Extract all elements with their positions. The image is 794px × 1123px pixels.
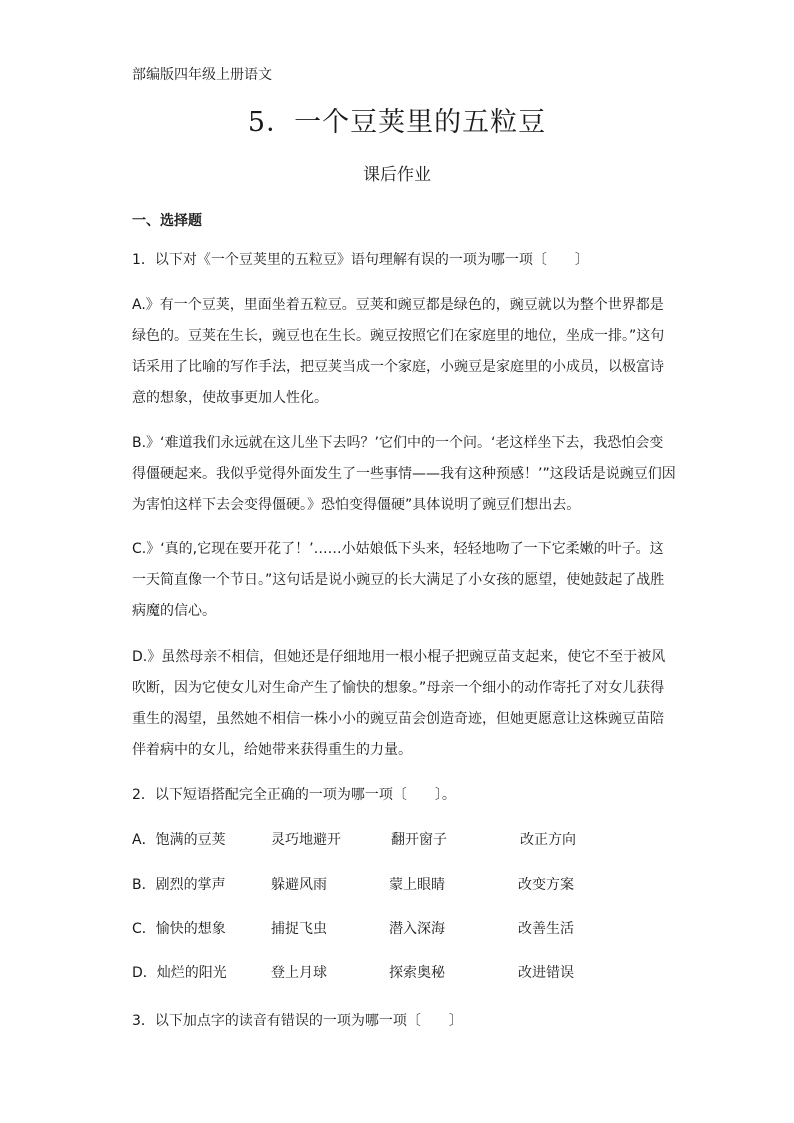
phrase-cell: 潜入深海 xyxy=(389,921,445,937)
phrase-cell: B．剧烈的掌声 xyxy=(132,877,226,893)
question-1-stem: 1．以下对《一个豆荚里的五粒豆》语句理解有误的一项为哪一项〔 〕 xyxy=(132,252,589,268)
phrase-cell: 改进错误 xyxy=(518,965,574,981)
question-1-option-a: A.》有一个豆荚，里面坐着五粒豆。豆荚和豌豆都是绿色的，豌豆就以为整个世界都是绿色的。豆荚在生长，豌豆也在生长。豌豆按照它们在家庭里的地位，坐成一排。”这句话采用了比喻的写作手法，把豆荚当成一个家庭，小豌豆是家庭里的小成员，以极富诗意的想象，使故事更加人性化。 xyxy=(132,297,665,406)
question-2-option-row xyxy=(132,874,677,894)
section-heading: 一、选择题 xyxy=(132,213,202,229)
phrase-cell: 探索奥秘 xyxy=(389,965,445,981)
phrase-cell: 改正方向 xyxy=(520,832,576,848)
phrase-cell: D．灿烂的阳光 xyxy=(132,965,227,981)
phrase-cell: 捕捉飞虫 xyxy=(271,921,327,937)
lesson-title: 5．一个豆荚里的五粒豆 xyxy=(247,107,547,138)
question-2-option-row xyxy=(132,918,677,938)
phrase-cell: 改变方案 xyxy=(518,877,574,893)
phrase-cell: 登上月球 xyxy=(271,965,327,981)
phrase-cell: C．愉快的想象 xyxy=(132,921,226,937)
question-3-stem: 3．以下加点字的读音有错误的一项为哪一项〔 〕 xyxy=(132,1013,463,1029)
phrase-cell: A．饱满的豆荚 xyxy=(132,832,226,848)
question-1-option-d: D.》虽然母亲不相信，但她还是仔细地用一根小棍子把豌豆苗支起来，使它不至于被风吹断，因为它使女儿对生命产生了愉快的想象。”母亲一个细小的动作寄托了对女儿获得重生的渴望，虽然她不相信一株小小的豌豆苗会创造奇迹，但她更愿意让这株豌豆苗陪伴着病中的女儿，给她带来获得重生的力量。 xyxy=(132,649,666,758)
question-1-option-c: C.》‘真的,它现在要开花了！’……小姑娘低下头来，轻轻地吻了一下它柔嫩的叶子。这一天简直像一个节日。”这句话是说小豌豆的长大满足了小女孩的愿望，使她鼓起了战胜病魔的信心。 xyxy=(132,541,665,619)
question-2-stem: 2．以下短语搭配完全正确的一项为哪一项〔 〕。 xyxy=(132,787,456,803)
question-2-option-row xyxy=(132,962,677,982)
phrase-cell: 灵巧地避开 xyxy=(271,832,341,848)
question-2-option-row xyxy=(132,829,677,849)
phrase-cell: 躲避风雨 xyxy=(271,877,327,893)
phrase-cell: 蒙上眼睛 xyxy=(389,877,445,893)
phrase-cell: 翻开窗子 xyxy=(391,832,447,848)
phrase-cell: 改善生活 xyxy=(518,921,574,937)
grade-header: 部编版四年级上册语文 xyxy=(132,67,272,83)
question-1-option-b: B.》‘难道我们永远就在这儿坐下去吗？’它们中的一个问。‘老这样坐下去，我恐怕会变得僵硬起来。我似乎觉得外面发生了一些事情——我有这种预感！’”这段话是说豌豆们因为害怕这样下去会变得僵硬。》恐怕变得僵硬”具体说明了豌豆们想出去。 xyxy=(132,435,676,513)
lesson-subtitle: 课后作业 xyxy=(363,165,431,185)
